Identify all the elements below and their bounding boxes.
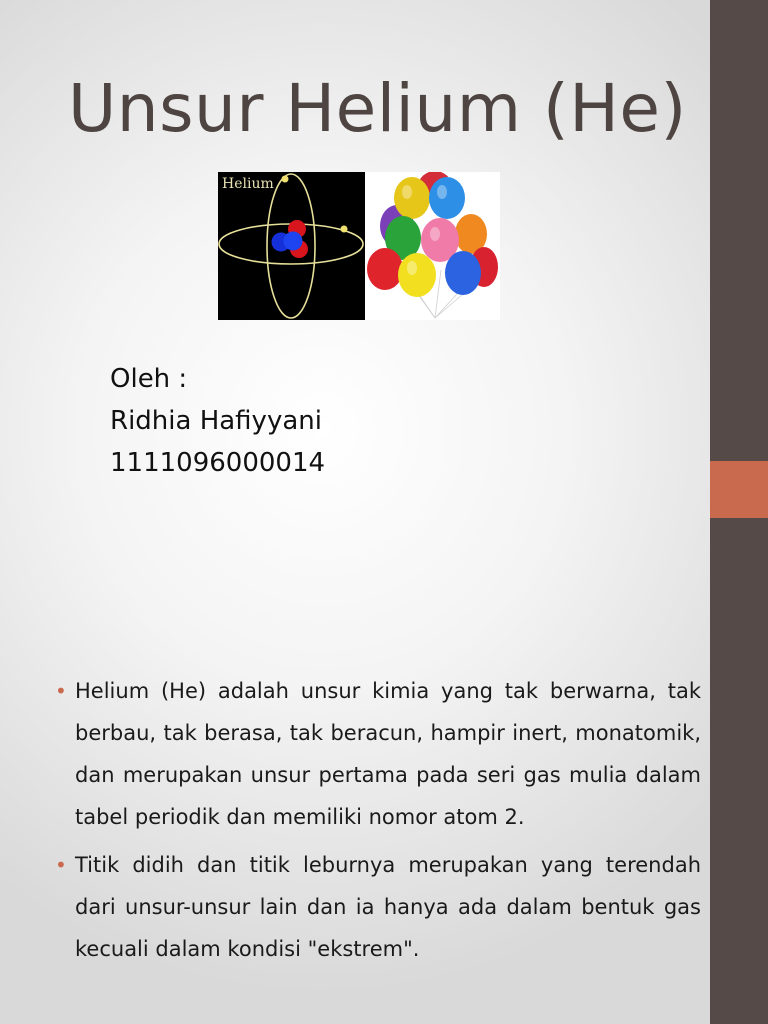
bullet-list: [55, 670, 701, 976]
byline: [110, 358, 325, 484]
helium-atom-model-icon: [218, 172, 365, 320]
bullet-item: [55, 844, 701, 970]
bullet-icon: •: [55, 853, 67, 877]
slide-title: Unsur Helium (He): [68, 70, 687, 147]
student-id: 1111096000014: [110, 448, 326, 478]
slide-side-accent: [710, 461, 768, 518]
bullet-text: Helium (He) adalah unsur kimia yang tak berwarna, tak berbau, tak berasa, tak beracun, hampir inert, monatomik, dan merupakan unsur pertama pada seri gas mulia dalam tabel periodik dan memiliki nomor atom 2.: [75, 679, 701, 829]
helium-atom-image: [218, 172, 365, 320]
balloons-image: [365, 172, 500, 320]
bullet-icon: •: [55, 679, 67, 703]
atom-label: Helium: [222, 176, 274, 192]
byline-label: Oleh :: [110, 364, 188, 394]
bullet-item: [55, 670, 701, 838]
balloons-icon: [365, 172, 500, 320]
author-name: Ridhia Hafiyyani: [110, 406, 322, 436]
bullet-text: Titik didih dan titik leburnya merupakan yang terendah dari unsur-unsur lain dan ia hanya ada dalam bentuk gas kecuali dalam kondisi "ekstrem".: [75, 853, 701, 961]
